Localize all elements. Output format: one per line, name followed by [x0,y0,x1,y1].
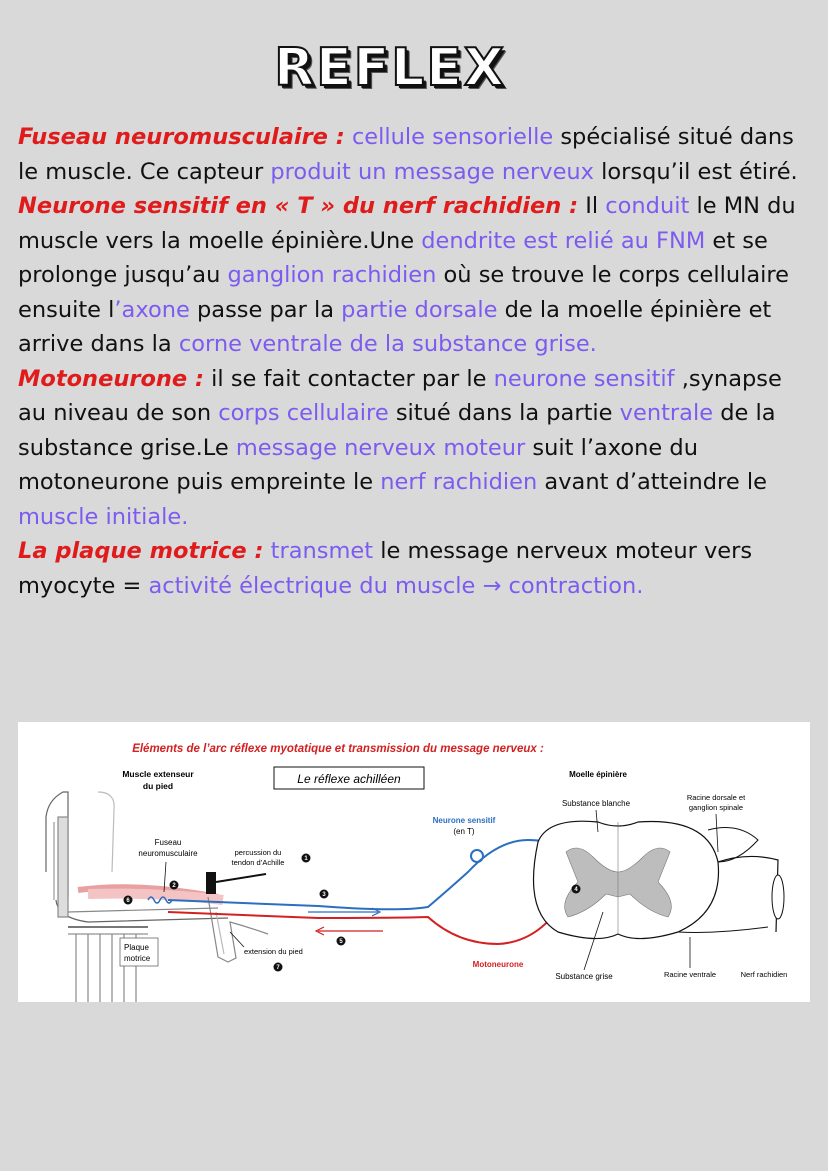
label-motoneurone: Motoneurone [472,960,524,969]
label-substance-grise: Substance grise [555,972,613,981]
sensory-neuron-path [168,840,583,916]
paragraph-plaque-motrice [18,534,816,603]
step-1: 1 [304,856,308,862]
body-text: et se prolonge jusqu’au [18,227,768,288]
body-text [345,124,352,150]
label-nerf-rachidien: Nerf rachidien [740,970,788,979]
highlight-text: ’axone [114,296,190,323]
label-fuseau-2: neuromusculaire [138,849,198,858]
term-label: Neurone sensitif en « T » du nerf rachidien : [18,193,579,219]
spinal-cord-section [534,821,785,938]
paragraph-motoneurone [18,362,816,535]
reflex-arc-diagram [18,722,810,1002]
body-text: le message nerveux moteur vers myocyte = [18,538,753,599]
definitions-text [18,120,816,603]
step-5: 5 [339,939,343,945]
step-6: 6 [126,898,130,904]
step-3: 3 [322,892,326,898]
reflex-arc-figure [18,722,810,1002]
label-percussion-1: percussion du [234,848,282,857]
body-text: passe par la [189,296,342,323]
label-muscle-extenseur-2: du pied [142,781,174,791]
hammer-icon [206,872,266,894]
label-percussion-2: tendon d’Achille [231,858,285,867]
highlight-text: message nerveux moteur [235,434,526,461]
body-text: où se trouve le corps cellulaire ensuite l [18,262,789,323]
highlight-text: ganglion rachidien [227,262,437,288]
label-muscle-extenseur-1: Muscle extenseur [122,769,194,779]
leg-drawing [46,792,268,1002]
highlight-text: partie dorsale [341,296,498,323]
highlight-text: corne ventrale de la substance grise. [178,331,597,357]
body-text: situé dans la partie [388,400,620,426]
label-neurone-sensitif-2: (en T) [453,827,475,836]
highlight-text: neurone sensitif [493,365,675,392]
label-racine-dorsale-1: Racine dorsale et [686,793,746,802]
highlight-text: transmet [270,538,374,564]
highlight-text: activité électrique du muscle → contraction. [148,572,644,599]
paragraph-fuseau [18,120,816,189]
step-7: 7 [276,965,280,971]
paragraph-neurone-sensitif [18,189,816,362]
body-text: de la substance grise.Le [18,400,776,461]
label-extension: extension du pied [244,947,303,956]
body-text: spécialisé situé dans le muscle. Ce capteur [18,124,794,185]
figure-heading: Eléments de l’arc réflexe myotatique et transmission du message nerveux : [132,743,544,755]
body-text: le MN du muscle vers la moelle épinière.Une [18,193,796,254]
highlight-text: muscle initiale. [18,503,189,530]
label-plaque-1: Plaque [124,943,149,952]
figure-title: Le réflexe achilléen [297,772,401,786]
label-moelle: Moelle épinière [569,770,627,779]
step-2: 2 [172,883,176,889]
body-text: il se fait contacter par le [204,365,494,392]
highlight-text: conduit [605,193,690,219]
label-fuseau-1: Fuseau [154,838,182,847]
term-label: Motoneurone : [18,365,205,392]
highlight-text: nerf rachidien [380,469,538,495]
highlight-text: cellule sensorielle [351,124,554,150]
label-plaque-2: motrice [124,954,151,963]
label-substance-blanche: Substance blanche [561,799,631,808]
highlight-text: corps cellulaire [218,400,389,426]
body-text [263,538,270,564]
body-text: avant d’atteindre le [537,469,767,495]
highlight-text: produit un message nerveux [270,158,594,185]
body-text: ,synapse au niveau de son [18,365,782,426]
page-title: REFLEX [274,38,506,98]
term-label: Fuseau neuromusculaire : [18,124,345,150]
body-text: de la moelle épinière et arrive dans la [18,296,772,357]
body-text: lorsqu’il est étiré. [594,158,798,185]
label-neurone-sensitif-1: Neurone sensitif [432,816,496,825]
step-4: 4 [574,887,578,893]
body-text: suit l’axone du motoneurone puis empreinte le [18,434,698,495]
term-label: La plaque motrice : [18,538,264,564]
body-text: Il [578,193,606,219]
label-racine-dorsale-2: ganglion spinale [688,803,744,812]
highlight-text: ventrale [619,400,714,426]
label-racine-ventrale: Racine ventrale [663,970,717,979]
highlight-text: dendrite est relié au FNM [421,227,706,254]
